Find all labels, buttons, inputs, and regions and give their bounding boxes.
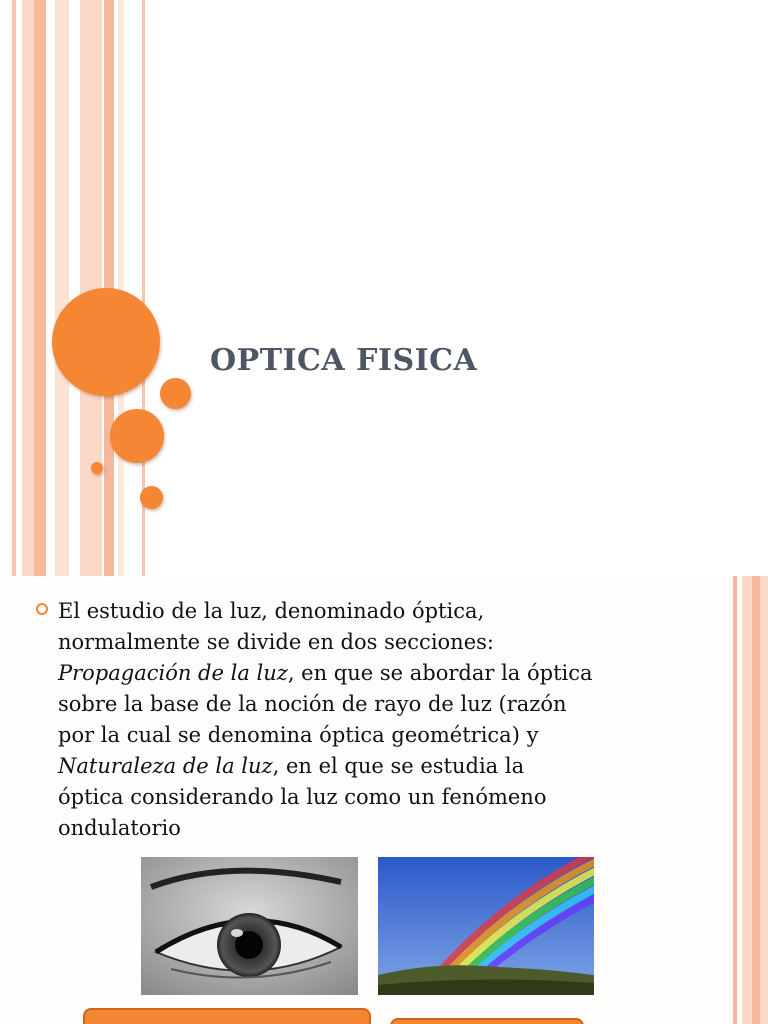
orange-box-right — [390, 1018, 584, 1024]
medium-orange-circle — [110, 409, 164, 463]
circle-bullet-icon — [36, 603, 48, 615]
slide-title: OPTICA FISICA — [210, 343, 478, 378]
decorative-stripes — [0, 0, 150, 576]
text-line: El estudio de la luz, denominado óptica, — [58, 599, 485, 623]
large-orange-circle — [52, 288, 160, 396]
text-line: normalmente se divide en dos secciones: — [58, 630, 494, 654]
content-slide — [0, 576, 768, 1024]
orange-box-left — [83, 1008, 371, 1024]
italic-term: Naturaleza de la luz — [58, 754, 273, 778]
text-line: sobre la base de la noción de rayo de luz (razón — [58, 692, 567, 716]
small-orange-circle-2 — [140, 486, 163, 509]
italic-term: Propagación de la luz — [58, 661, 288, 685]
small-orange-circle — [160, 378, 191, 409]
rainbow-photo — [378, 857, 594, 995]
bullet-text — [58, 596, 676, 844]
text-line: óptica considerando la luz como un fenómeno — [58, 785, 547, 809]
text-line: ondulatorio — [58, 816, 181, 840]
text-line: por la cual se denomina óptica geométrica) y — [58, 723, 539, 747]
bullet-item — [36, 596, 676, 844]
eye-photo — [141, 857, 358, 995]
text-line: , en el que se estudia la — [272, 754, 525, 778]
text-line: , en que se abordar la óptica — [287, 661, 593, 685]
tiny-orange-circle — [91, 462, 103, 474]
